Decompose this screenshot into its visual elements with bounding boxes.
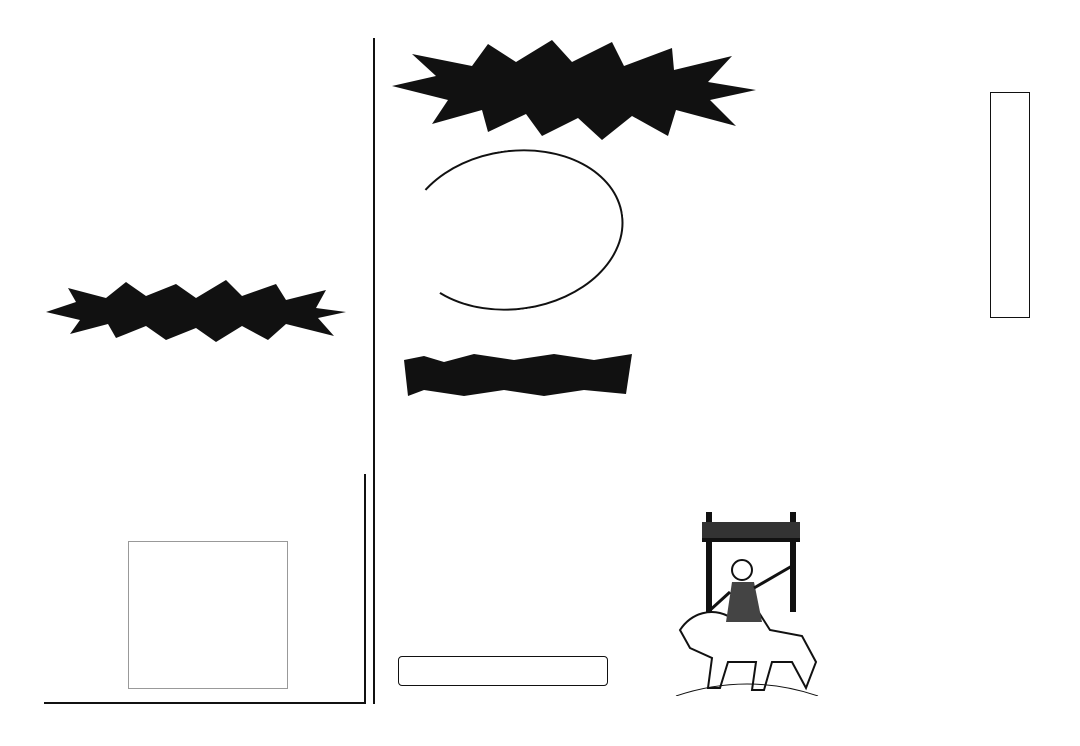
left-border bbox=[18, 30, 40, 710]
column-divider bbox=[373, 38, 375, 704]
caishen-rider-illustration bbox=[672, 512, 822, 696]
burst-shape bbox=[392, 40, 756, 140]
guess-box bbox=[398, 656, 608, 686]
right-border bbox=[1048, 30, 1070, 710]
zodiac-puzzle-grid bbox=[128, 541, 288, 689]
burst-shape bbox=[46, 280, 346, 342]
top-border bbox=[0, 14, 1080, 36]
zeng-heading bbox=[404, 354, 632, 396]
jue-heading bbox=[46, 280, 346, 342]
jinnang-oval bbox=[394, 135, 634, 324]
jinnang-heading bbox=[392, 40, 756, 140]
zodiac-fortune-title bbox=[990, 92, 1030, 318]
bottom-border bbox=[0, 710, 1080, 732]
banner-shape bbox=[404, 354, 632, 396]
